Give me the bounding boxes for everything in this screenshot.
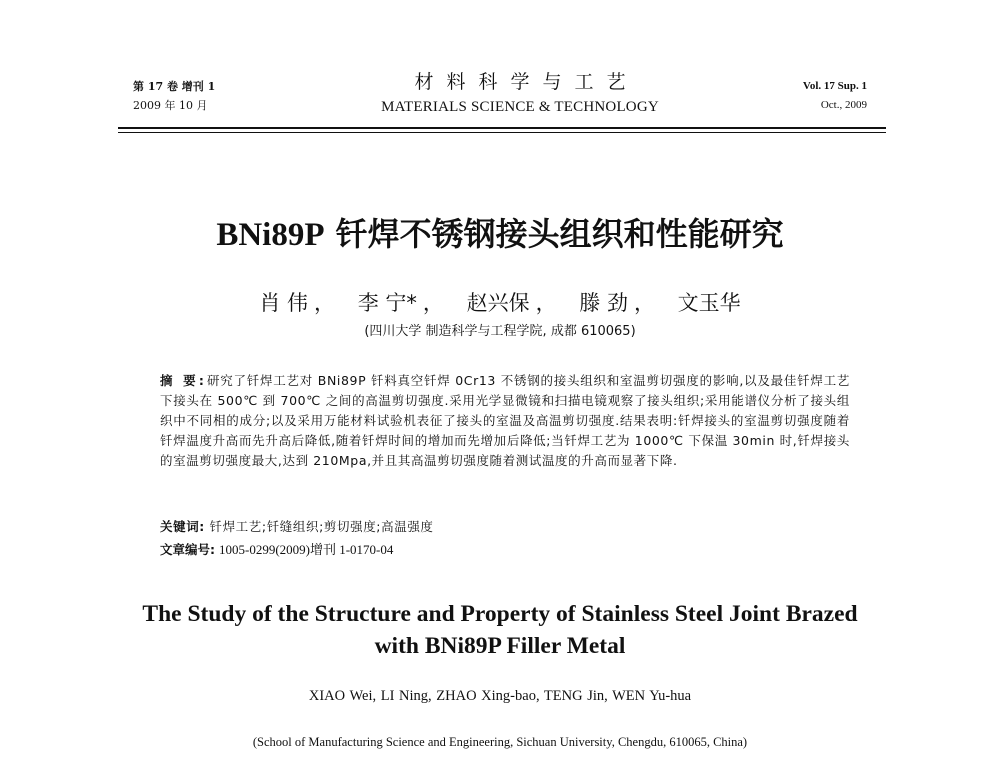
journal-title-en: MATERIALS SCIENCE & TECHNOLOGY <box>381 99 659 115</box>
keywords <box>160 517 850 537</box>
volume-info <box>133 77 215 115</box>
article-number <box>160 540 850 560</box>
title-cn-latin: BNi89P <box>216 217 325 253</box>
article-number-label: 文章编号: <box>160 542 215 557</box>
title-en-line2: with BNi89P Filler Metal <box>374 633 626 659</box>
author-separator: ， <box>314 291 336 315</box>
author-name: 滕 劲 <box>579 291 628 315</box>
keywords-label: 关键词: <box>160 519 205 534</box>
paper-title-cn <box>100 213 900 256</box>
abstract-cn <box>160 371 850 471</box>
author-name: 文玉华 <box>677 291 741 315</box>
journal-title-cn: 材料科学与工艺 <box>414 71 639 93</box>
abstract-label: 摘 要: <box>160 373 207 388</box>
author-separator: ， <box>422 291 444 315</box>
author-separator: ， <box>535 291 557 315</box>
keywords-text: 钎焊工艺;钎缝组织;剪切强度;高温强度 <box>209 519 434 534</box>
author-separator: ， <box>633 291 655 315</box>
publication-date-en: Oct., 2009 <box>820 99 867 111</box>
volume-info-en <box>803 77 867 115</box>
paper-title-en <box>100 598 900 662</box>
author-name: 肖 伟 <box>259 291 309 315</box>
header-rule-thin <box>118 132 886 133</box>
author-list-cn <box>100 290 900 316</box>
title-en-line1: The Study of the Structure and Property of Stainless Steel Joint Brazed <box>142 601 858 627</box>
article-number-value: 1005-0299(2009)增刊 1-0170-04 <box>218 542 394 557</box>
author-list-en: XIAO Wei, LI Ning, ZHAO Xing-bao, TENG Jin, WEN Yu-hua <box>308 688 692 704</box>
publication-date: 2009 年 10 月 <box>133 99 208 112</box>
affiliation-en: (School of Manufacturing Science and Engineering, Sichuan University, Chengdu, 610065, China) <box>252 735 748 749</box>
volume-issue: 第 17 卷 增刊 1 <box>133 80 216 93</box>
abstract-text: 研究了钎焊工艺对 BNi89P 钎料真空钎焊 0Cr13 不锈钢的接头组织和室温剪切强度的影响,以及最佳钎焊工艺下接头在 500℃ 到 700℃ 之间的高温剪切强度.采用光学显微镜和扫描电镜观察了接头组织;采用能谱仪分析了接头组织中不同相的成分;以及采用万能材料试验机表征了接头的室温及高温剪切强度.结果表明:钎焊接头的室温剪切强度随着钎焊温度升高而先升高后降低,随着钎焊时间的增加而先增加后降低;当钎焊工艺为 1000℃ 下保温 30min 时,钎焊接头的室温剪切强度最大,达到 210Mpa,并且其高温剪切强度随着测试温度的升高而显著下降. <box>160 373 850 468</box>
volume-issue-en: Vol. 17 Sup. 1 <box>802 80 867 92</box>
author-name: 李 宁* <box>357 291 417 315</box>
author-name: 赵兴保 <box>466 291 530 315</box>
journal-masthead <box>300 70 740 117</box>
affiliation-cn: (四川大学 制造科学与工程学院, 成都 610065) <box>364 324 636 339</box>
header-rule-thick <box>118 127 886 129</box>
title-cn-text: 钎焊不锈钢接头组织和性能研究 <box>324 215 784 253</box>
